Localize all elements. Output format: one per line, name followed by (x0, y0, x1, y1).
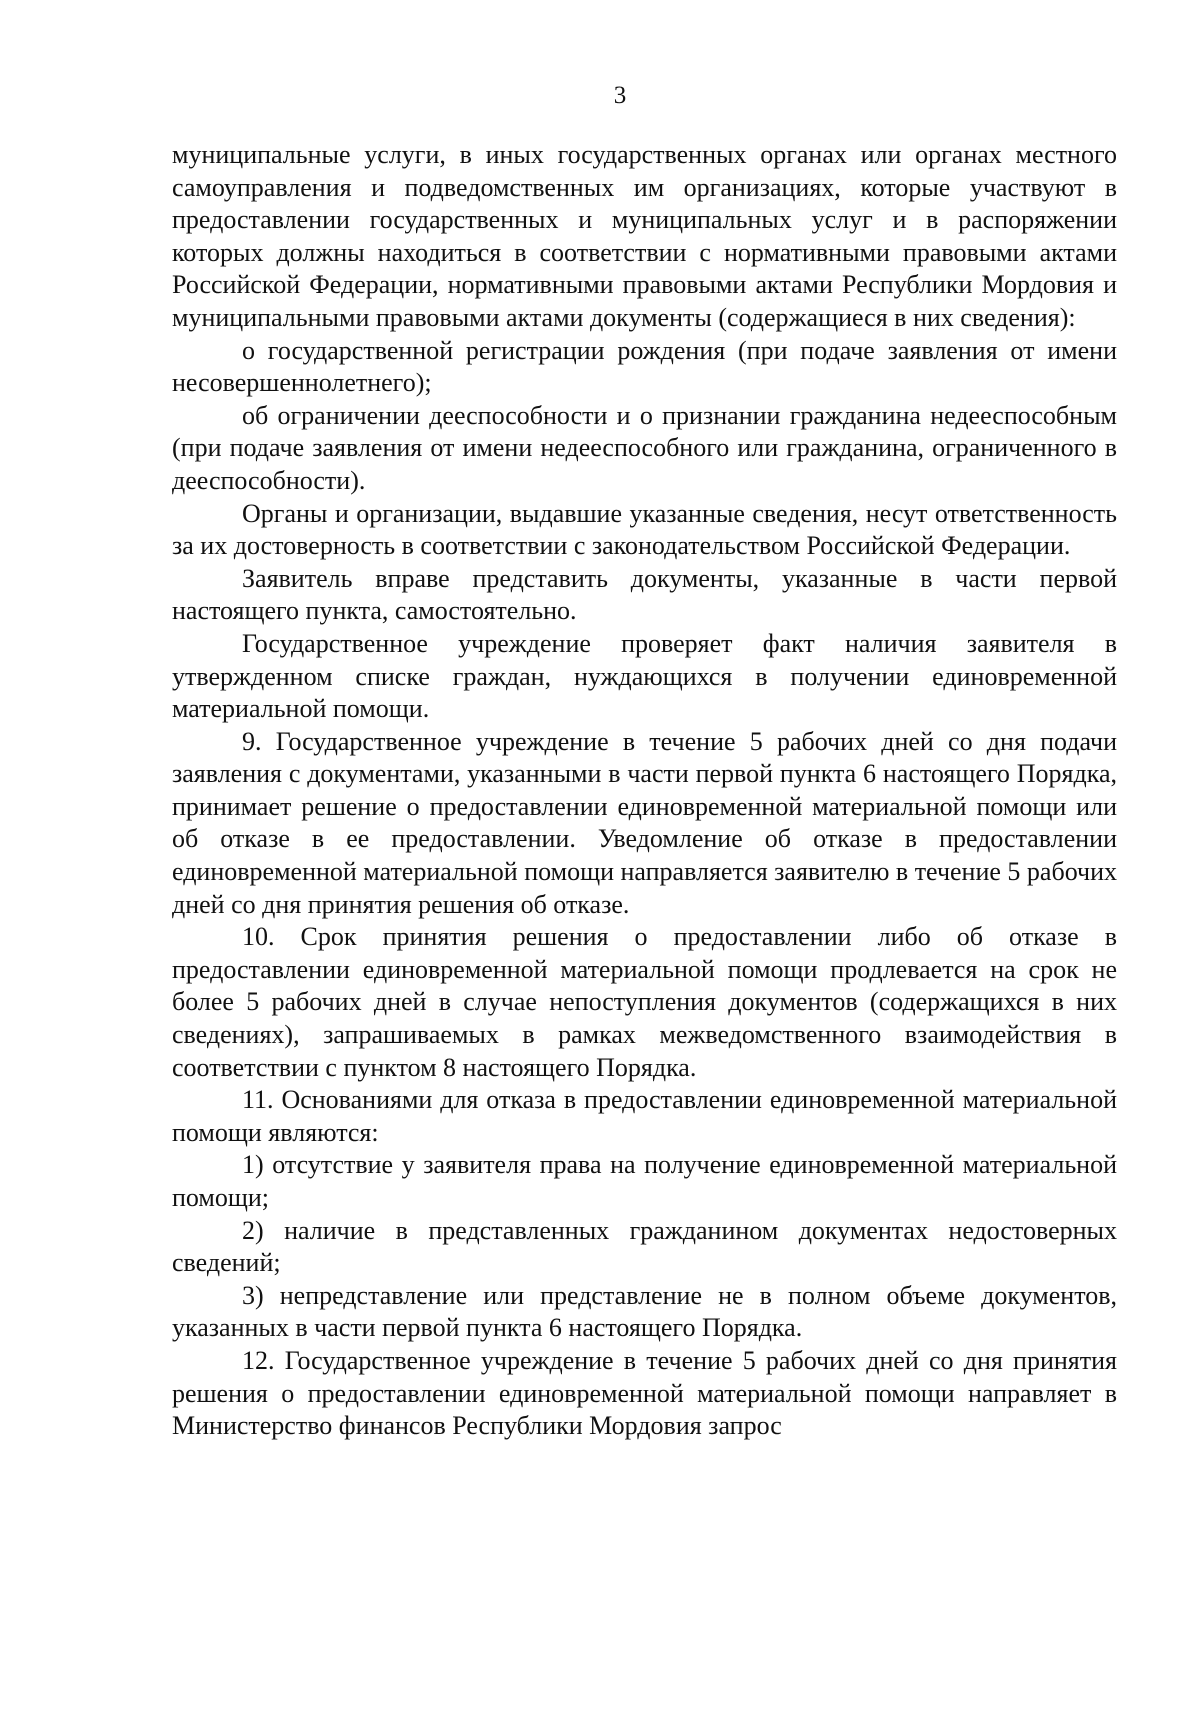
paragraph-item-11-1: 1) отсутствие у заявителя права на получение единовременной материальной помощи; (172, 1150, 1117, 1212)
paragraph-item-10: 10. Срок принятия решения о предоставлении либо об отказе в предоставлении единовременной материальной помощи продлевается на срок не более 5 рабочих дней в случае непоступления документов (содержащихся в них сведениях), запрашиваемых в рамках межведомственного взаимодействия в соответствии с пунктом 8 настоящего Порядка. (172, 922, 1117, 1082)
paragraph-item-11-2: 2) наличие в представленных гражданином документах недостоверных сведений; (172, 1215, 1117, 1278)
paragraph-item-12: 12. Государственное учреждение в течение 5 рабочих дней со дня принятия решения о предоставлении единовременной материальной помощи направляет в Министерство финансов Республики Мордовия запрос (172, 1345, 1117, 1441)
paragraph-applicant-right: Заявитель вправе представить документы, указанные в части первой настоящего пункта, самостоятельно. (172, 563, 1117, 626)
paragraph-birth-registration: о государственной регистрации рождения (при подаче заявления от имени несовершеннолетнего); (172, 335, 1117, 398)
paragraph-organizations-responsibility: Органы и организации, выдавшие указанные сведения, несут ответственность за их достоверность в соответствии с законодательством Российской Федерации. (172, 498, 1117, 561)
paragraph-verification: Государственное учреждение проверяет факт наличия заявителя в утвержденном списке граждан, нуждающихся в получении единовременной материальной помощи. (172, 628, 1117, 724)
paragraph-legal-capacity: об ограничении дееспособности и о признании гражданина недееспособным (при подаче заявления от имени недееспособного или гражданина, ограниченного в дееспособности). (172, 400, 1117, 495)
document-body (172, 139, 1117, 1443)
paragraph-item-9: 9. Государственное учреждение в течение 5 рабочих дней со дня подачи заявления с документами, указанными в части первой пункта 6 настоящего Порядка, принимает решение о предоставлении единовременной материальной помощи или об отказе в ее предоставлении. Уведомление об отказе в предоставлении единовременной материальной помощи направляется заявителю в течение 5 рабочих дней со дня принятия решения об отказе. (172, 726, 1118, 919)
paragraph-item-11: 11. Основаниями для отказа в предоставлении единовременной материальной помощи являются: (172, 1085, 1117, 1147)
paragraph-continuation: муниципальные услуги, в иных государственных органах или органах местного самоуправления и подведомственных им организациях, которые участвуют в предоставлении государственных и муниципальных услуг и в распоряжении которых должны находиться в соответствии с нормативными правовыми актами Российской Федерации, нормативными правовыми актами Республики Мордовия и муниципальными правовыми актами документы (содержащиеся в них сведения): (172, 140, 1117, 332)
paragraph-item-11-3: 3) непредставление или представление не в полном объеме документов, указанных в части первой пункта 6 настоящего Порядка. (172, 1280, 1117, 1343)
page-number: 3 (613, 82, 627, 109)
